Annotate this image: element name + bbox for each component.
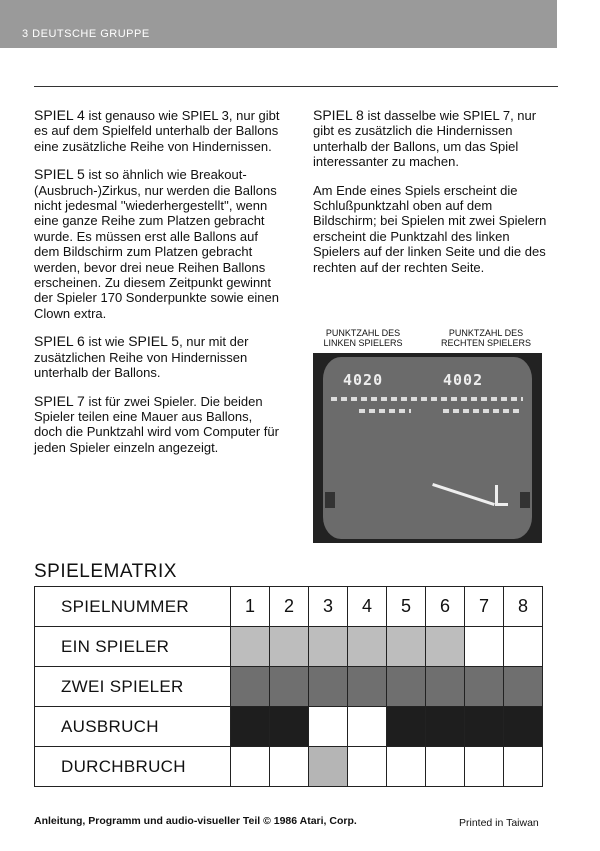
matrix-cell — [426, 747, 465, 787]
paragraph-score-info: Am Ende eines Spiels erscheint die Schlußpunktzahl oben auf dem Bildschirm; bei Spielen mit zwei Spielern erscheint die Punktzahl des linken Spielers auf der linken Seite und die des rechten auf der rechten Seite. — [313, 182, 547, 275]
matrix-cell — [231, 707, 270, 747]
matrix-row-label: EIN SPIELER — [35, 627, 231, 667]
game-number: 5 — [387, 587, 426, 627]
matrix-cell — [465, 667, 504, 707]
label-right-score: PUNKTZAHL DES RECHTEN SPIELERS — [440, 328, 532, 348]
game-matrix-table — [34, 586, 543, 787]
matrix-cell — [465, 747, 504, 787]
matrix-cell — [426, 707, 465, 747]
matrix-cell — [348, 667, 387, 707]
matrix-cell — [387, 707, 426, 747]
matrix-cell — [231, 747, 270, 787]
copyright-footer: Anleitung, Programm und audio-visueller Teil © 1986 Atari, Corp. — [34, 815, 357, 827]
matrix-cell — [309, 667, 348, 707]
right-text-column — [313, 108, 559, 288]
balloon-row — [443, 409, 523, 413]
matrix-cell — [231, 627, 270, 667]
game-number: 7 — [465, 587, 504, 627]
left-player-score: 4020 — [343, 371, 384, 389]
matrix-cell — [348, 627, 387, 667]
page-header-title: 3 DEUTSCHE GRUPPE — [22, 28, 150, 40]
matrix-cell — [270, 747, 309, 787]
matrix-cell — [309, 747, 348, 787]
game-number: 6 — [426, 587, 465, 627]
matrix-cell — [387, 627, 426, 667]
printed-in-footer: Printed in Taiwan — [459, 817, 539, 829]
balloon-row — [359, 409, 411, 413]
label-left-score: PUNKTZAHL DES LINKEN SPIELERS — [323, 328, 403, 348]
matrix-row-label: DURCHBRUCH — [35, 747, 231, 787]
page-header-bar — [0, 0, 557, 48]
matrix-cell — [426, 667, 465, 707]
left-wall — [325, 492, 335, 508]
matrix-row-label: ZWEI SPIELER — [35, 667, 231, 707]
tv-screen — [323, 357, 532, 539]
right-wall — [520, 492, 530, 508]
left-text-column — [34, 108, 280, 468]
matrix-cell — [504, 627, 543, 667]
matrix-title: SPIELEMATRIX — [34, 561, 177, 582]
matrix-cell — [348, 707, 387, 747]
right-player-score: 4002 — [443, 371, 484, 389]
matrix-header-label: SPIELNUMMER — [35, 587, 231, 627]
matrix-cell — [426, 627, 465, 667]
matrix-cell — [465, 707, 504, 747]
paragraph-spiel-8: SPIEL 8 ist dasselbe wie SPIEL 7, nur gibt es zusätzlich die Hindernissen unterhalb der Ballons, um das Spiel interessanter zu machen. — [313, 107, 537, 170]
matrix-cell — [465, 627, 504, 667]
matrix-row — [35, 707, 543, 747]
matrix-cell — [348, 747, 387, 787]
matrix-header-row — [35, 587, 543, 627]
paragraph-spiel-5: SPIEL 5 ist so ähnlich wie Breakout-(Ausbruch-)Zirkus, nur werden die Ballons nicht jedesmal ''wiederhergestellt'', wenn eine ganze Reihe zum Platzen gebracht wurde. Es müssen erst alle Ballons auf dem Bildschirm zum Platzen gebracht werden, bevor drei neue Reihen Ballons erscheinen. Zu diesem Zeitpunkt gewinnt der Spieler 170 Sonderpunkte sowie einen Clown extra. — [34, 166, 280, 321]
matrix-cell — [387, 747, 426, 787]
matrix-row — [35, 627, 543, 667]
matrix-cell — [231, 667, 270, 707]
balloon-row — [331, 397, 523, 401]
paragraph-spiel-6: SPIEL 6 ist wie SPIEL 5, nur mit der zusätzlichen Reihe von Hindernissen unterhalb der Ballons. — [34, 333, 249, 381]
matrix-cell — [504, 747, 543, 787]
paragraph-spiel-4: SPIEL 4 ist genauso wie SPIEL 3, nur gibt es auf dem Spielfeld unterhalb der Ballons eine zusätzliche Reihe von Hindernissen. — [34, 107, 280, 154]
game-screenshot — [313, 353, 542, 543]
game-number: 2 — [270, 587, 309, 627]
matrix-row — [35, 747, 543, 787]
matrix-cell — [270, 707, 309, 747]
matrix-cell — [270, 627, 309, 667]
divider-rule — [34, 86, 558, 87]
clown-figure — [495, 485, 508, 506]
matrix-cell — [309, 627, 348, 667]
matrix-cell — [504, 667, 543, 707]
paragraph-spiel-7: SPIEL 7 ist für zwei Spieler. Die beiden Spieler teilen eine Mauer aus Ballons, doch die Punktzahl wird vom Computer für jeden Spieler einzeln angezeigt. — [34, 392, 279, 455]
game-number: 1 — [231, 587, 270, 627]
game-number: 3 — [309, 587, 348, 627]
game-number: 8 — [504, 587, 543, 627]
game-number: 4 — [348, 587, 387, 627]
matrix-cell — [270, 667, 309, 707]
matrix-cell — [504, 707, 543, 747]
matrix-row — [35, 667, 543, 707]
matrix-cell — [387, 667, 426, 707]
matrix-row-label: AUSBRUCH — [35, 707, 231, 747]
seesaw — [432, 483, 495, 506]
matrix-cell — [309, 707, 348, 747]
